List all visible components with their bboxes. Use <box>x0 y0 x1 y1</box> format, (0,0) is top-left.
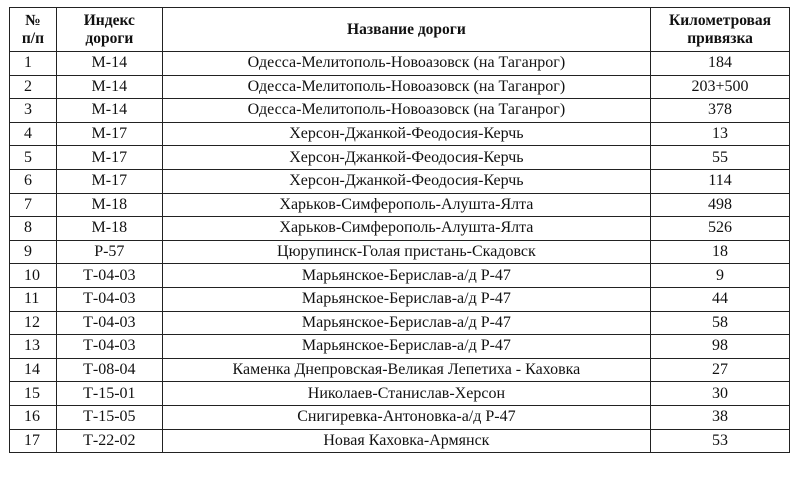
road-name-cell: Снигиревка-Антоновка-а/д Р-47 <box>162 405 650 429</box>
row-number-cell: 9 <box>10 240 57 264</box>
road-name-cell: Николаев-Станислав-Херсон <box>162 382 650 406</box>
table-row <box>10 405 790 429</box>
kilometer-cell: 114 <box>651 169 790 193</box>
road-index-cell: Т-08-04 <box>56 358 162 382</box>
road-index-cell: Т-04-03 <box>56 335 162 359</box>
road-index-cell: Т-04-03 <box>56 287 162 311</box>
table-row <box>10 193 790 217</box>
row-number-cell: 7 <box>10 193 57 217</box>
road-index-cell: М-14 <box>56 99 162 123</box>
kilometer-cell: 184 <box>651 52 790 76</box>
table-row <box>10 335 790 359</box>
table-row <box>10 429 790 453</box>
road-index-cell: М-17 <box>56 146 162 170</box>
row-number-cell: 14 <box>10 358 57 382</box>
table-row <box>10 264 790 288</box>
road-index-cell: Т-04-03 <box>56 264 162 288</box>
kilometer-cell: 9 <box>651 264 790 288</box>
table-row <box>10 75 790 99</box>
road-name-cell: Новая Каховка-Армянск <box>162 429 650 453</box>
table-row <box>10 287 790 311</box>
table-row <box>10 217 790 241</box>
row-number-cell: 13 <box>10 335 57 359</box>
road-name-cell: Марьянское-Берислав-а/д Р-47 <box>162 335 650 359</box>
row-number-cell: 4 <box>10 122 57 146</box>
row-number-cell: 5 <box>10 146 57 170</box>
road-name-cell: Марьянское-Берислав-а/д Р-47 <box>162 287 650 311</box>
road-name-cell: Херсон-Джанкой-Феодосия-Керчь <box>162 169 650 193</box>
table-row <box>10 240 790 264</box>
road-index-cell: Т-04-03 <box>56 311 162 335</box>
road-index-cell: М-18 <box>56 193 162 217</box>
row-number-cell: 16 <box>10 405 57 429</box>
road-index-cell: Т-22-02 <box>56 429 162 453</box>
table-row <box>10 311 790 335</box>
road-name-cell: Харьков-Симферополь-Алушта-Ялта <box>162 193 650 217</box>
road-index-cell: Т-15-05 <box>56 405 162 429</box>
table-row <box>10 358 790 382</box>
header-kilometer: Километровая привязка <box>651 8 790 52</box>
road-index-cell: М-18 <box>56 217 162 241</box>
table-row <box>10 382 790 406</box>
kilometer-cell: 203+500 <box>651 75 790 99</box>
row-number-cell: 1 <box>10 52 57 76</box>
road-name-cell: Одесса-Мелитополь-Новоазовск (на Таганрог) <box>162 99 650 123</box>
row-number-cell: 6 <box>10 169 57 193</box>
header-row <box>10 8 790 52</box>
road-name-cell: Каменка Днепровская-Великая Лепетиха - Каховка <box>162 358 650 382</box>
road-name-cell: Марьянское-Берислав-а/д Р-47 <box>162 264 650 288</box>
kilometer-cell: 18 <box>651 240 790 264</box>
kilometer-cell: 58 <box>651 311 790 335</box>
kilometer-cell: 498 <box>651 193 790 217</box>
kilometer-cell: 378 <box>651 99 790 123</box>
kilometer-cell: 27 <box>651 358 790 382</box>
kilometer-cell: 30 <box>651 382 790 406</box>
row-number-cell: 10 <box>10 264 57 288</box>
table-row <box>10 122 790 146</box>
table-body <box>10 52 790 453</box>
kilometer-cell: 44 <box>651 287 790 311</box>
table-row <box>10 146 790 170</box>
table-row <box>10 169 790 193</box>
kilometer-cell: 98 <box>651 335 790 359</box>
road-name-cell: Херсон-Джанкой-Феодосия-Керчь <box>162 146 650 170</box>
header-road-index: Индекс дороги <box>56 8 162 52</box>
row-number-cell: 3 <box>10 99 57 123</box>
road-index-cell: М-14 <box>56 52 162 76</box>
road-name-cell: Одесса-Мелитополь-Новоазовск (на Таганрог) <box>162 52 650 76</box>
table-header <box>10 8 790 52</box>
row-number-cell: 2 <box>10 75 57 99</box>
road-name-cell: Марьянское-Берислав-а/д Р-47 <box>162 311 650 335</box>
table-row <box>10 99 790 123</box>
row-number-cell: 12 <box>10 311 57 335</box>
road-index-cell: М-14 <box>56 75 162 99</box>
road-name-cell: Одесса-Мелитополь-Новоазовск (на Таганрог) <box>162 75 650 99</box>
row-number-cell: 11 <box>10 287 57 311</box>
kilometer-cell: 55 <box>651 146 790 170</box>
kilometer-cell: 38 <box>651 405 790 429</box>
kilometer-cell: 13 <box>651 122 790 146</box>
kilometer-cell: 53 <box>651 429 790 453</box>
table-row <box>10 52 790 76</box>
row-number-cell: 15 <box>10 382 57 406</box>
road-index-cell: Т-15-01 <box>56 382 162 406</box>
row-number-cell: 8 <box>10 217 57 241</box>
road-name-cell: Харьков-Симферополь-Алушта-Ялта <box>162 217 650 241</box>
road-name-cell: Херсон-Джанкой-Феодосия-Керчь <box>162 122 650 146</box>
row-number-cell: 17 <box>10 429 57 453</box>
header-road-name: Название дороги <box>162 8 650 52</box>
road-name-cell: Цюрупинск-Голая пристань-Скадовск <box>162 240 650 264</box>
road-index-cell: М-17 <box>56 169 162 193</box>
road-index-cell: М-17 <box>56 122 162 146</box>
header-number: № п/п <box>10 8 57 52</box>
kilometer-cell: 526 <box>651 217 790 241</box>
road-index-cell: Р-57 <box>56 240 162 264</box>
roads-table <box>9 7 790 453</box>
